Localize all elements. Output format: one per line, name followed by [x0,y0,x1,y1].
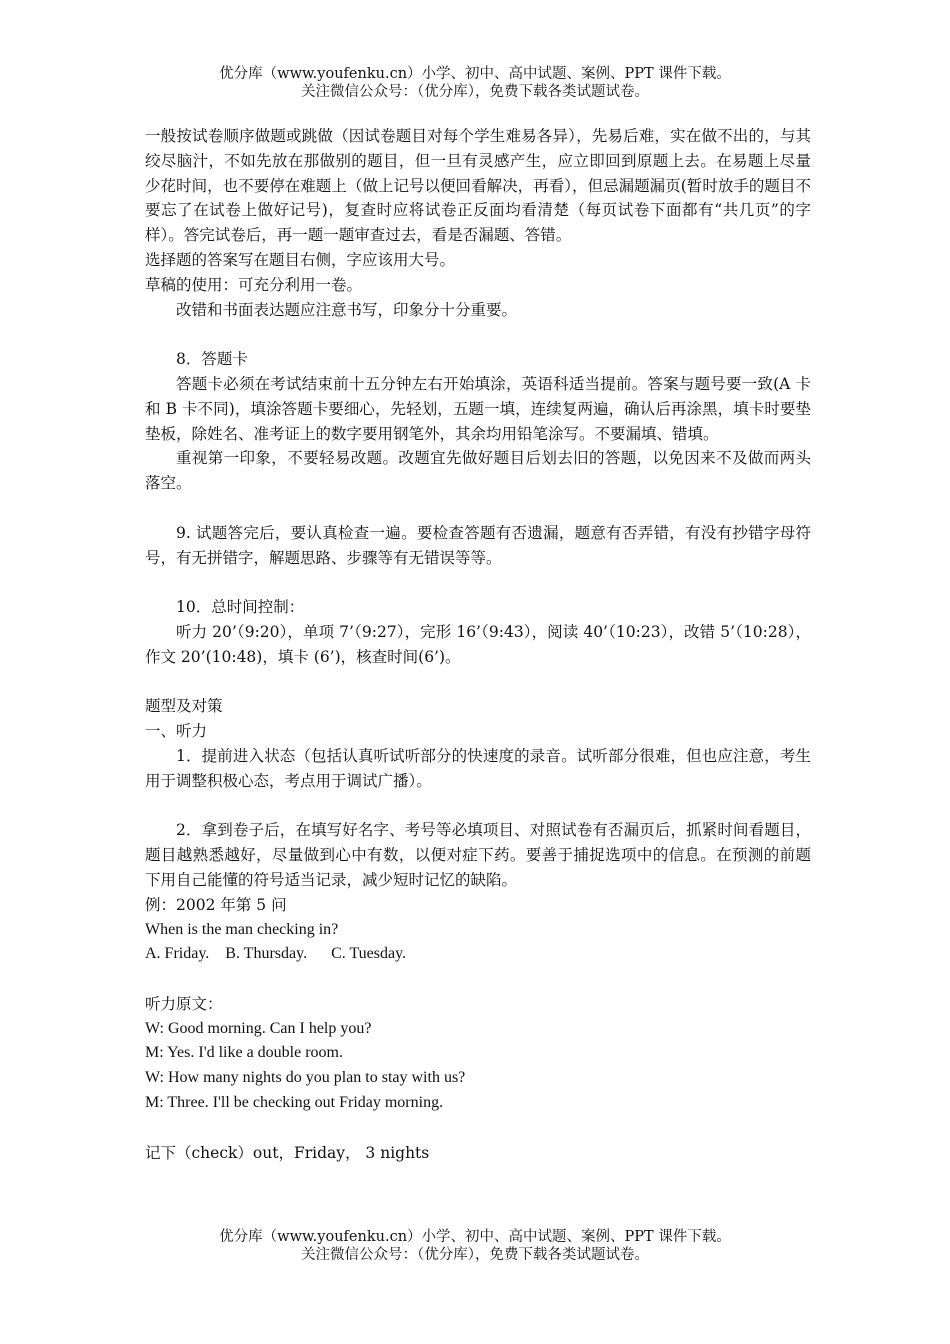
listening-script-line-3: W: How many nights do you plan to stay with us? [145,1069,466,1087]
section-10-title: 10．总时间控制： [176,598,305,617]
spacer [145,322,811,347]
example-label: 例：2002 年第 5 问 [145,895,287,914]
paragraph-correction-writing: 改错和书面表达题应注意书写，印象分十分重要。 [176,300,518,319]
question-types-heading: 题型及对策 [145,697,223,716]
listening-script-line-2: M: Yes. I'd like a double room. [145,1044,343,1062]
spacer [145,794,811,819]
spacer [145,570,811,595]
listening-tip-2: 2．拿到卷子后，在填写好名字、考号等必填项目、对照试卷有否漏页后，抓紧时间看题目，题目越熟悉越好，尽量做到心中有数，以便对症下药。要善于捕捉选项中的信息。在预测的前题下用自己能懂的符号适当记录，减少短时记忆的缺陷。 [145,821,811,889]
listening-script-line-1: W: Good morning. Can I help you? [145,1019,372,1037]
paragraph-answer-order: 一般按试卷顺序做题或跳做（因试卷题目对每个学生难易各异），先易后难，实在做不出的，与其绞尽脑汁，不如先放在那做别的题目，但一旦有灵感产生，应立即回到原题上去。在易题上尽量少花时间，也不要停在难题上（做上记号以便回看解决，再看），但忌漏题漏页(暂时放手的题目不要忘了在试卷上做好记号)，复查时应将试卷正反面均看清楚（每页试卷下面都有“共几页”的字样）。答完试卷后，再一题一题审查过去，看是否漏题、答错。 [145,127,811,245]
section-8-paragraph-2: 重视第一印象，不要轻易改题。改题宜先做好题目后划去旧的答题，以免因来不及做而两头落空。 [145,449,811,493]
listening-script-line-4: M: Three. I'll be checking out Friday morning. [145,1094,444,1112]
footer-line-2: 关注微信公众号：（优分库），免费下载各类试题试卷。 [301,1247,649,1263]
listening-script-title: 听力原文： [145,994,223,1013]
header-line-1: 优分库（www.youfenku.cn）小学、初中、高中试题、案例、PPT 课件下载。 [219,66,731,82]
spacer [145,967,811,992]
example-question: When is the man checking in? [145,920,339,938]
section-8-paragraph-1: 答题卡必须在考试结束前十五分钟左右开始填涂，英语科适当提前。答案与题号要一致(A 卡和 B 卡不同)，填涂答题卡要细心，先轻划，五题一填，连续复两遍，确认后再涂黑，填卡时要垫垫板，除姓名、准考证上的数字要用钢笔外，其余均用铅笔涂写。不要漏填、错填。 [145,374,811,443]
section-9-paragraph: 9. 试题答完后，要认真检查一遍。要检查答题有否遗漏，题意有否弄错，有没有抄错字母符号，有无拼错字，解题思路、步骤等有无错误等等。 [145,523,811,567]
page-footer [0,1228,950,1264]
example-options: A. Friday. B. Thursday. C. Tuesday. [145,945,407,963]
header-line-2: 关注微信公众号：（优分库），免费下载各类试题试卷。 [301,84,649,100]
footer-line-1: 优分库（www.youfenku.cn）小学、初中、高中试题、案例、PPT 课件下载。 [219,1229,731,1245]
paragraph-choice-answer: 选择题的答案写在题目右侧，字应该用大号。 [145,250,456,269]
document-body [145,124,811,1165]
spacer [145,1116,811,1141]
note-line: 记下（check）out，Friday， 3 nights [145,1143,430,1162]
listening-heading: 一、听力 [145,722,208,741]
section-10-paragraph: 听力 20’（9:20），单项 7’（9:27），完形 16’（9:43），阅读 40’（10:23），改错 5’（10:28），作文 20’(10:48)，填卡 (6’)，核查时间(6’)。 [145,622,811,666]
page-header [0,65,950,101]
listening-tip-1: 1．提前进入状态（包括认真听试听部分的快速度的录音。试听部分很难，但也应注意，考生用于调整积极心态，考点用于调试广播）。 [145,746,811,790]
paragraph-draft-usage: 草稿的使用：可充分利用一卷。 [145,275,363,294]
spacer [145,496,811,521]
spacer [145,670,811,695]
section-8-title: 8．答题卡 [176,350,248,369]
